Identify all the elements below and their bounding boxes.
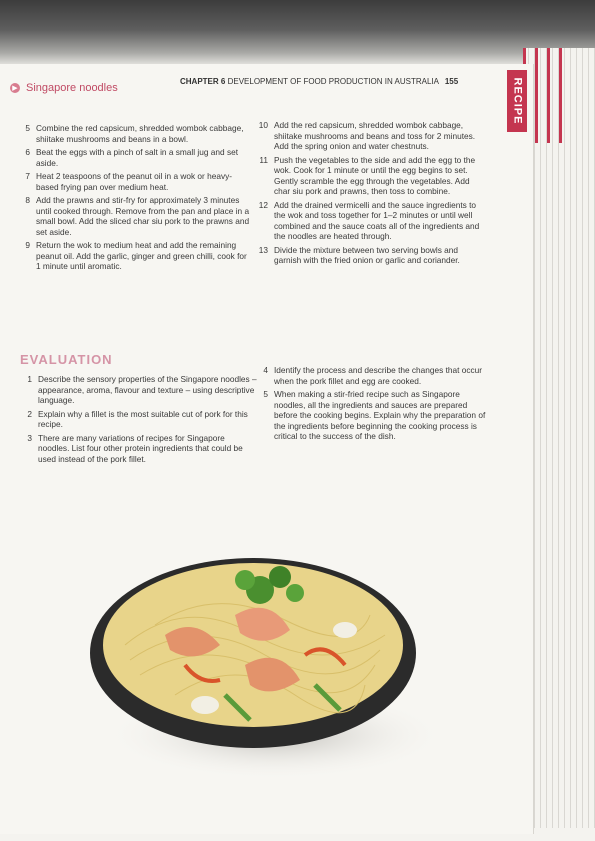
chapter-header <box>180 77 458 86</box>
page-edge-red <box>547 48 550 143</box>
evaluation-question-text: Describe the sensory properties of the Singapore noodles – appearance, aroma, flavour and texture – using descriptive language. <box>38 374 257 405</box>
recipe-side-tab <box>507 70 527 132</box>
method-step-number: 10 <box>258 120 268 130</box>
method-step-item <box>20 171 250 192</box>
evaluation-question-text: Explain why a fillet is the most suitable cut of pork for this recipe. <box>38 408 248 429</box>
evaluation-question-item <box>22 433 257 465</box>
coriander-garnish <box>235 570 255 590</box>
method-step-item <box>258 245 483 266</box>
evaluation-question-number: 5 <box>263 389 268 399</box>
method-step-text: Add the prawns and stir-fry for approximately 3 minutes until cooked through. Remove from the pan and place in a small bowl. Add the sliced char siu pork to the prawns and set aside. <box>36 195 250 237</box>
coriander-garnish <box>269 566 291 588</box>
method-step-text: Heat 2 teaspoons of the peanut oil in a wok or heavy-based frying pan over medium heat. <box>36 171 233 192</box>
method-step-text: Divide the mixture between two serving bowls and garnish with the fried onion or garlic and coriander. <box>274 244 460 265</box>
method-step-item <box>20 123 250 144</box>
method-steps-left <box>20 123 250 275</box>
evaluation-question-text: Identify the process and describe the changes that occur when the pork fillet and egg are cooked. <box>274 365 483 386</box>
method-step-number: 5 <box>25 123 30 133</box>
method-step-text: Beat the eggs with a pinch of salt in a small jug and set aside. <box>36 147 239 168</box>
evaluation-question-number: 1 <box>27 374 32 384</box>
method-step-text: Combine the red capsicum, shredded wombok cabbage, shiitake mushrooms and beans in a bowl. <box>36 123 244 144</box>
method-step-number: 9 <box>25 240 30 250</box>
method-step-item <box>258 120 483 152</box>
evaluation-questions-right <box>258 365 488 445</box>
chapter-label: CHAPTER 6 <box>180 77 226 86</box>
method-step-number: 8 <box>25 195 30 205</box>
coriander-garnish <box>286 584 304 602</box>
page-edge-red <box>559 48 562 143</box>
evaluation-questions-left <box>22 374 257 467</box>
evaluation-question-item <box>258 365 488 386</box>
page-number: 155 <box>444 77 459 86</box>
evaluation-question-number: 3 <box>27 432 32 443</box>
evaluation-question-text: There are many variations of recipes for Singapore noodles. List four other protein ingredients that could be used instead of the pork fillet. <box>38 432 243 464</box>
method-step-number: 7 <box>25 171 30 181</box>
method-step-text: Add the red capsicum, shredded wombok cabbage, shiitake mushrooms and beans and toss for 2 minutes. Add the spring onion and water chestnuts. <box>274 120 476 151</box>
method-step-item <box>20 147 250 168</box>
noodles-photo <box>85 535 435 780</box>
method-step-text: Add the drained vermicelli and the sauce ingredients to the wok and toss together for 1–2 minutes or until well combined and the sauce coats all of the ingredients and the noodles are heated through. <box>274 199 480 241</box>
scanner-shadow <box>0 0 595 66</box>
method-step-item <box>258 200 483 242</box>
chapter-title: DEVELOPMENT OF FOOD PRODUCTION IN AUSTRALIA <box>227 77 439 86</box>
method-steps-right <box>258 120 483 269</box>
water-chestnut <box>333 622 357 638</box>
recipe-title: Singapore noodles <box>26 82 118 94</box>
method-step-number: 12 <box>258 199 268 210</box>
method-step-item <box>258 155 483 197</box>
method-step-item <box>20 195 250 237</box>
evaluation-question-text: When making a stir-fried recipe such as Singapore noodles, all the ingredients and sauces are prepared before the cooking begins. Explain why the preparation of the ingredients before beginning the cooking process is critical to the success of the dish. <box>274 389 486 441</box>
method-step-number: 11 <box>259 154 268 165</box>
method-step-number: 13 <box>258 244 268 255</box>
evaluation-heading: EVALUATION <box>20 352 113 367</box>
page-edge-red <box>535 48 538 143</box>
method-step-text: Return the wok to medium heat and add the remaining peanut oil. Add the garlic, ginger and green chilli, cook for 1 minute until aromatic. <box>36 240 247 271</box>
method-step-text: Push the vegetables to the side and add the egg to the wok. Cook for 1 minute or until the egg begins to set. Gently scramble the egg through the vegetables. Add char siu pork and prawns, then toss to combine. <box>274 154 476 196</box>
recipe-header <box>10 82 118 94</box>
method-step-number: 6 <box>25 147 30 157</box>
recipe-bullet-icon: ▶ <box>10 83 20 93</box>
water-chestnut <box>191 696 219 714</box>
recipe-side-tab-label: RECIPE <box>511 77 523 125</box>
evaluation-question-item <box>22 374 257 406</box>
evaluation-question-item <box>22 409 257 430</box>
evaluation-question-number: 4 <box>263 365 268 375</box>
method-step-item <box>20 240 250 272</box>
evaluation-question-item <box>258 389 488 442</box>
evaluation-question-number: 2 <box>27 408 32 419</box>
